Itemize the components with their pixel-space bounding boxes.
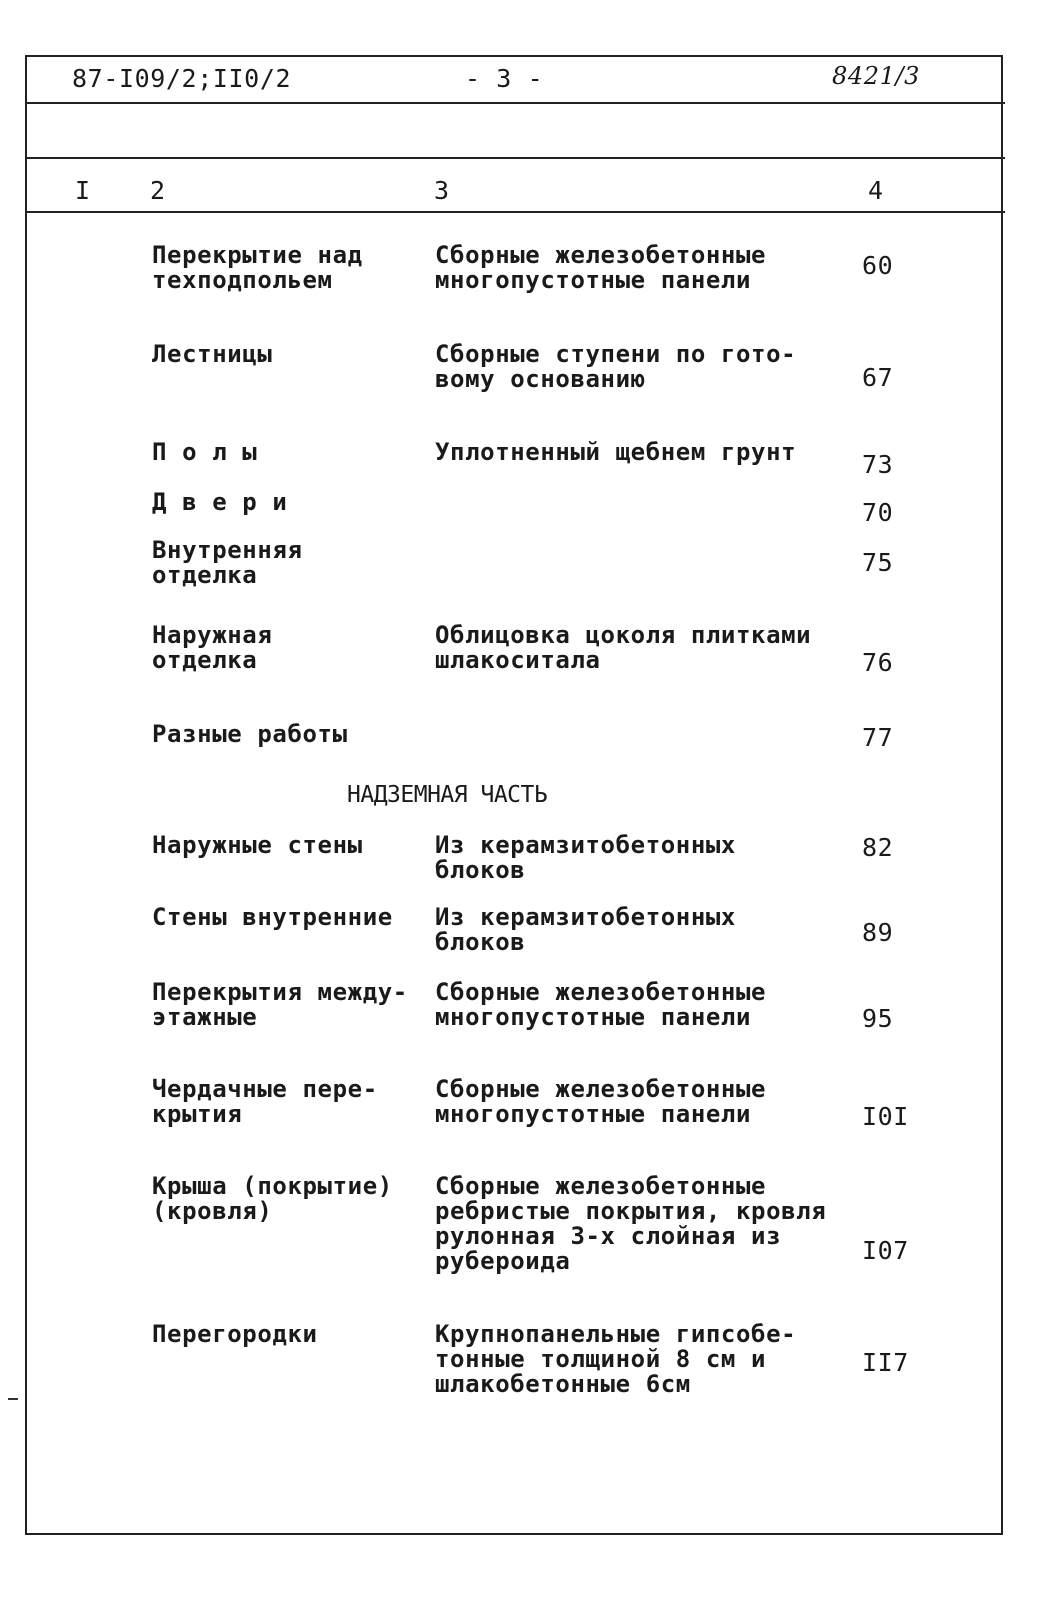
- row-page: 73: [862, 450, 894, 479]
- row-element: Перегородки: [152, 1320, 318, 1348]
- row-element: Стены внутренние: [152, 903, 393, 931]
- margin-mark: [8, 1398, 18, 1400]
- column-header-1: I: [75, 176, 91, 205]
- page-number: - 3 -: [465, 64, 544, 93]
- row-page: 89: [862, 918, 894, 947]
- row-page: 60: [862, 251, 894, 280]
- handwritten-reference: 8421/3: [832, 62, 921, 90]
- section-title: НАДЗЕМНАЯ ЧАСТЬ: [347, 782, 548, 808]
- row-page: 95: [862, 1004, 894, 1033]
- row-page: 82: [862, 833, 894, 862]
- row-page: I0I: [862, 1102, 909, 1131]
- column-header-2: 2: [150, 176, 166, 205]
- row-page: 70: [862, 498, 894, 527]
- row-element: Перекрытия между- этажные: [152, 978, 408, 1031]
- row-element: Крыша (покрытие) (кровля): [152, 1172, 393, 1225]
- row-page: 67: [862, 363, 894, 392]
- row-element: П о л ы: [152, 438, 258, 466]
- row-description: Облицовка цоколя плитками шлакоситала: [435, 621, 812, 674]
- row-description: Крупнопанельные гипсобе- тонные толщиной 8 см и шлакобетонные 6см: [435, 1320, 797, 1398]
- row-page: 76: [862, 648, 894, 677]
- column-header-3: 3: [434, 176, 450, 205]
- row-element: Лестницы: [152, 340, 273, 368]
- row-element: Перекрытие над техподпольем: [152, 241, 363, 294]
- row-description: Уплотненный щебнем грунт: [435, 438, 797, 466]
- row-page: II7: [862, 1348, 909, 1377]
- row-element: Разные работы: [152, 720, 348, 748]
- document-code: 87-I09/2;II0/2: [72, 64, 292, 93]
- blank-row-divider: [25, 157, 1005, 159]
- row-element: Внутренняя отделка: [152, 536, 303, 589]
- row-element: Наружные стены: [152, 831, 363, 859]
- row-element: Наружная отделка: [152, 621, 273, 674]
- row-description: Сборные ступени по гото- вому основанию: [435, 340, 797, 393]
- row-description: Сборные железобетонные ребристые покрытия, кровля рулонная 3-х слойная из рубероида: [435, 1172, 827, 1275]
- row-description: Из керамзитобетонных блоков: [435, 903, 736, 956]
- row-description: Сборные железобетонные многопустотные панели: [435, 241, 767, 294]
- row-description: Сборные железобетонные многопустотные панели: [435, 978, 767, 1031]
- row-page: 75: [862, 548, 894, 577]
- row-description: Из керамзитобетонных блоков: [435, 831, 736, 884]
- row-page: I07: [862, 1236, 909, 1265]
- header-divider: [25, 102, 1005, 104]
- row-element: Д в е р и: [152, 488, 288, 516]
- row-description: Сборные железобетонные многопустотные панели: [435, 1075, 767, 1128]
- row-page: 77: [862, 723, 894, 752]
- row-element: Чердачные пере- крытия: [152, 1075, 378, 1128]
- column-header-divider: [25, 211, 1005, 213]
- column-header-4: 4: [868, 176, 884, 205]
